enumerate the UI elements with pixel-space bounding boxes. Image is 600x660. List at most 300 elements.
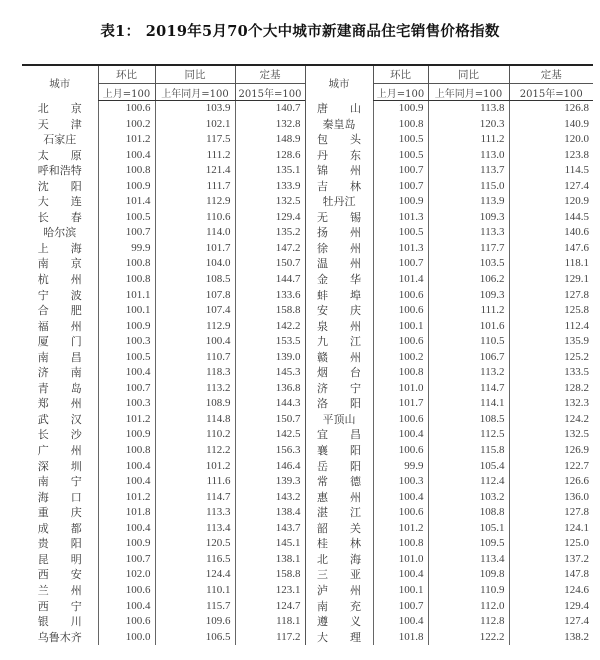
city-cell-left (22, 210, 98, 226)
yoy-cell-left: 111.2 (155, 148, 235, 164)
yoy-cell-left: 113.2 (155, 381, 235, 397)
fixed-base-cell-right: 132.3 (509, 396, 593, 412)
fixed-base-cell-right: 147.6 (509, 241, 593, 257)
city-cell-left (22, 599, 98, 615)
fixed-base-cell-right: 127.4 (509, 614, 593, 630)
yoy-cell-left: 112.9 (155, 194, 235, 210)
mom-header-left: 环比 (98, 65, 155, 84)
city-cell-left (22, 536, 98, 552)
fixed-base-cell-left: 148.9 (235, 132, 305, 148)
city-name: 合肥 (37, 304, 82, 318)
yoy-cell-left: 101.7 (155, 241, 235, 257)
mom-cell-right: 100.1 (373, 583, 428, 599)
city-cell-right (305, 474, 373, 490)
table-row (22, 536, 593, 552)
fixed-base-cell-left: 142.2 (235, 319, 305, 335)
yoy-cell-right: 101.6 (428, 319, 509, 335)
yoy-cell-left: 104.0 (155, 256, 235, 272)
fixed-base-cell-left: 133.9 (235, 179, 305, 195)
city-name: 济宁 (317, 381, 361, 395)
yoy-cell-left: 113.4 (155, 521, 235, 537)
yoy-cell-right: 108.5 (428, 412, 509, 428)
yoy-cell-right: 113.7 (428, 163, 509, 179)
city-cell-right (305, 288, 373, 304)
yoy-cell-left: 121.4 (155, 163, 235, 179)
table-row (22, 334, 593, 350)
yoy-cell-left: 124.4 (155, 567, 235, 583)
yoy-cell-left: 110.2 (155, 427, 235, 443)
fixed-base-cell-left: 117.2 (235, 630, 305, 646)
city-cell-right (305, 303, 373, 319)
city-cell-left (22, 396, 98, 412)
city-cell-left (22, 225, 98, 241)
city-name: 徐州 (317, 241, 361, 255)
city-cell-right (305, 319, 373, 335)
yoy-cell-right: 114.1 (428, 396, 509, 412)
city-cell-right (305, 350, 373, 366)
city-name: 西宁 (37, 599, 82, 613)
yoy-cell-right: 112.4 (428, 474, 509, 490)
city-name: 南昌 (37, 350, 82, 364)
mom-cell-left: 100.3 (98, 334, 155, 350)
mom-cell-left: 100.3 (98, 396, 155, 412)
mom-cell-right: 100.1 (373, 319, 428, 335)
fixed-base-cell-right: 137.2 (509, 552, 593, 568)
fixed-base-cell-left: 124.7 (235, 599, 305, 615)
fixed-base-cell-right: 124.6 (509, 583, 593, 599)
mom-cell-right: 100.6 (373, 412, 428, 428)
city-cell-right (305, 599, 373, 615)
city-cell-right (305, 583, 373, 599)
city-cell-right (305, 505, 373, 521)
mom-cell-right: 100.8 (373, 536, 428, 552)
fixed-base-cell-left: 150.7 (235, 412, 305, 428)
yoy-cell-right: 109.5 (428, 536, 509, 552)
city-name: 乌鲁木齐 (37, 630, 82, 644)
city-name: 太原 (37, 148, 82, 162)
mom-cell-left: 101.4 (98, 194, 155, 210)
yoy-cell-right: 112.0 (428, 599, 509, 615)
mom-cell-right: 100.5 (373, 225, 428, 241)
city-cell-right (305, 117, 373, 133)
fixed-base-cell-left: 145.3 (235, 365, 305, 381)
fixed-base-cell-right: 126.9 (509, 443, 593, 459)
city-cell-right (305, 163, 373, 179)
mom-cell-left: 101.2 (98, 412, 155, 428)
city-header-left: 城市 (22, 65, 98, 101)
fixed-base-cell-left: 143.7 (235, 521, 305, 537)
mom-cell-left: 100.9 (98, 536, 155, 552)
city-name: 武汉 (37, 412, 82, 426)
mom-cell-right: 100.7 (373, 599, 428, 615)
table-row (22, 412, 593, 428)
yoy-cell-right: 117.7 (428, 241, 509, 257)
yoy-cell-right: 111.2 (428, 303, 509, 319)
yoy-cell-right: 105.4 (428, 459, 509, 475)
mom-base-left: 上月=100 (98, 84, 155, 101)
mom-cell-left: 100.0 (98, 630, 155, 646)
mom-cell-left: 100.7 (98, 552, 155, 568)
city-cell-left (22, 505, 98, 521)
fixed-base-cell-left: 118.1 (235, 614, 305, 630)
city-name: 惠州 (317, 490, 361, 504)
city-name: 烟台 (317, 366, 361, 380)
yoy-cell-right: 110.9 (428, 583, 509, 599)
yoy-cell-left: 110.6 (155, 210, 235, 226)
mom-cell-left: 100.6 (98, 101, 155, 117)
city-name: 南京 (37, 257, 82, 271)
city-cell-left (22, 148, 98, 164)
city-name: 桂林 (317, 537, 361, 551)
mom-base-right: 上月=100 (373, 84, 428, 101)
table-row (22, 225, 593, 241)
yoy-cell-right: 115.0 (428, 179, 509, 195)
mom-cell-left: 100.2 (98, 117, 155, 133)
city-name: 吉林 (317, 179, 361, 193)
mom-cell-left: 100.9 (98, 427, 155, 443)
mom-cell-right: 100.6 (373, 303, 428, 319)
fixed-base-cell-right: 127.8 (509, 505, 593, 521)
fixed-base-cell-right: 112.4 (509, 319, 593, 335)
city-name: 郑州 (37, 397, 82, 411)
mom-cell-right: 100.8 (373, 117, 428, 133)
table-row (22, 210, 593, 226)
yoy-base-right: 上年同月=100 (428, 84, 509, 101)
fixed-base-cell-left: 132.5 (235, 194, 305, 210)
mom-cell-right: 101.0 (373, 381, 428, 397)
city-cell-left (22, 381, 98, 397)
city-cell-right (305, 614, 373, 630)
yoy-cell-right: 109.3 (428, 210, 509, 226)
fixed-base-cell-right: 135.9 (509, 334, 593, 350)
city-name: 广州 (37, 444, 82, 458)
city-cell-right (305, 179, 373, 195)
city-cell-left (22, 241, 98, 257)
fixed-base-cell-right: 123.8 (509, 148, 593, 164)
city-name: 扬州 (317, 226, 361, 240)
mom-cell-right: 101.3 (373, 210, 428, 226)
table-row (22, 474, 593, 490)
fixed-base-cell-left: 145.1 (235, 536, 305, 552)
city-name: 青岛 (37, 381, 82, 395)
city-cell-left (22, 272, 98, 288)
city-cell-right (305, 443, 373, 459)
table-row (22, 303, 593, 319)
mom-cell-left: 100.5 (98, 210, 155, 226)
fixed-base-cell-right: 118.1 (509, 256, 593, 272)
mom-cell-left: 100.8 (98, 163, 155, 179)
fixed-base-cell-left: 139.3 (235, 474, 305, 490)
yoy-cell-left: 112.2 (155, 443, 235, 459)
fixed-base-header-left: 定基 (235, 65, 305, 84)
city-name: 海口 (37, 490, 82, 504)
yoy-cell-left: 112.9 (155, 319, 235, 335)
yoy-cell-right: 109.3 (428, 288, 509, 304)
table-row (22, 256, 593, 272)
yoy-cell-right: 106.7 (428, 350, 509, 366)
city-cell-right (305, 630, 373, 646)
fixed-base-cell-right: 124.2 (509, 412, 593, 428)
table-row (22, 459, 593, 475)
city-name: 福州 (37, 319, 82, 333)
city-name: 韶关 (317, 521, 361, 535)
fixed-base-cell-left: 146.4 (235, 459, 305, 475)
city-cell-right (305, 225, 373, 241)
city-name: 秦皇岛 (322, 117, 356, 131)
fixed-base-cell-right: 129.1 (509, 272, 593, 288)
city-cell-right (305, 241, 373, 257)
mom-cell-left: 100.1 (98, 303, 155, 319)
yoy-cell-left: 101.2 (155, 459, 235, 475)
fixed-base-cell-left: 129.4 (235, 210, 305, 226)
table-row (22, 132, 593, 148)
city-cell-right (305, 412, 373, 428)
mom-cell-right: 101.7 (373, 396, 428, 412)
fixed-base-left: 2015年=100 (235, 84, 305, 101)
table-row (22, 148, 593, 164)
city-cell-left (22, 630, 98, 646)
fixed-base-cell-left: 135.1 (235, 163, 305, 179)
mom-cell-right: 100.6 (373, 505, 428, 521)
city-name: 包头 (317, 133, 361, 147)
city-name: 宜昌 (317, 428, 361, 442)
mom-header-right: 环比 (373, 65, 428, 84)
yoy-cell-left: 115.7 (155, 599, 235, 615)
mom-cell-right: 100.8 (373, 365, 428, 381)
mom-cell-left: 100.6 (98, 614, 155, 630)
fixed-base-cell-right: 140.6 (509, 225, 593, 241)
fixed-base-right: 2015年=100 (509, 84, 593, 101)
table-row (22, 567, 593, 583)
table-row (22, 288, 593, 304)
city-cell-left (22, 427, 98, 443)
yoy-cell-right: 113.0 (428, 148, 509, 164)
city-cell-left (22, 474, 98, 490)
yoy-cell-right: 114.7 (428, 381, 509, 397)
city-name: 成都 (37, 521, 82, 535)
city-name: 洛阳 (317, 397, 361, 411)
city-name: 赣州 (317, 350, 361, 364)
mom-cell-left: 100.9 (98, 319, 155, 335)
mom-cell-right: 100.6 (373, 443, 428, 459)
city-name: 杭州 (37, 273, 82, 287)
yoy-cell-right: 122.2 (428, 630, 509, 646)
fixed-base-cell-right: 147.8 (509, 567, 593, 583)
yoy-cell-left: 120.5 (155, 536, 235, 552)
mom-cell-left: 101.1 (98, 288, 155, 304)
table-row (22, 443, 593, 459)
table-row (22, 614, 593, 630)
city-cell-right (305, 210, 373, 226)
table-row (22, 350, 593, 366)
mom-cell-left: 101.2 (98, 490, 155, 506)
city-cell-right (305, 427, 373, 443)
city-name: 深圳 (37, 459, 82, 473)
mom-cell-right: 101.8 (373, 630, 428, 646)
yoy-cell-left: 116.5 (155, 552, 235, 568)
table-row (22, 521, 593, 537)
yoy-cell-left: 117.5 (155, 132, 235, 148)
city-name: 石家庄 (43, 133, 77, 147)
mom-cell-right: 101.4 (373, 272, 428, 288)
fixed-base-cell-right: 133.5 (509, 365, 593, 381)
table-row (22, 396, 593, 412)
mom-cell-right: 101.3 (373, 241, 428, 257)
price-index-table (22, 64, 593, 645)
yoy-cell-left: 110.1 (155, 583, 235, 599)
city-cell-right (305, 521, 373, 537)
city-cell-right (305, 381, 373, 397)
city-cell-left (22, 132, 98, 148)
table-row (22, 117, 593, 133)
city-cell-right (305, 256, 373, 272)
yoy-cell-right: 103.5 (428, 256, 509, 272)
mom-cell-right: 100.5 (373, 132, 428, 148)
city-cell-right (305, 365, 373, 381)
city-cell-left (22, 365, 98, 381)
table-row (22, 505, 593, 521)
mom-cell-left: 100.4 (98, 365, 155, 381)
mom-cell-left: 100.4 (98, 521, 155, 537)
table-row (22, 272, 593, 288)
mom-cell-left: 101.8 (98, 505, 155, 521)
city-cell-right (305, 272, 373, 288)
fixed-base-cell-left: 142.5 (235, 427, 305, 443)
mom-cell-left: 100.7 (98, 225, 155, 241)
fixed-base-cell-left: 136.8 (235, 381, 305, 397)
fixed-base-cell-left: 153.5 (235, 334, 305, 350)
city-cell-left (22, 117, 98, 133)
yoy-cell-left: 108.9 (155, 396, 235, 412)
city-cell-left (22, 256, 98, 272)
city-cell-right (305, 552, 373, 568)
mom-cell-left: 100.9 (98, 179, 155, 195)
table-row (22, 179, 593, 195)
table-title: 表1： 2019年5月70个大中城市新建商品住宅销售价格指数 (100, 23, 500, 40)
yoy-cell-left: 114.8 (155, 412, 235, 428)
mom-cell-right: 100.3 (373, 474, 428, 490)
fixed-base-cell-right: 120.9 (509, 194, 593, 210)
mom-cell-left: 100.8 (98, 272, 155, 288)
yoy-cell-right: 113.8 (428, 101, 509, 117)
city-cell-left (22, 412, 98, 428)
fixed-base-cell-right: 126.8 (509, 101, 593, 117)
mom-cell-right: 100.7 (373, 179, 428, 195)
table-row (22, 194, 593, 210)
city-name: 昆明 (37, 552, 82, 566)
mom-cell-left: 100.6 (98, 583, 155, 599)
fixed-base-cell-left: 135.2 (235, 225, 305, 241)
header-row-groups (22, 65, 593, 84)
yoy-cell-right: 113.9 (428, 194, 509, 210)
city-name: 锦州 (317, 164, 361, 178)
city-name: 哈尔滨 (43, 226, 77, 240)
fixed-base-header-right: 定基 (509, 65, 593, 84)
fixed-base-cell-left: 128.6 (235, 148, 305, 164)
fixed-base-cell-right: 138.2 (509, 630, 593, 646)
fixed-base-cell-left: 144.3 (235, 396, 305, 412)
mom-cell-left: 99.9 (98, 241, 155, 257)
city-name: 九江 (317, 335, 361, 349)
fixed-base-cell-left: 139.0 (235, 350, 305, 366)
yoy-cell-right: 112.5 (428, 427, 509, 443)
table-row (22, 583, 593, 599)
mom-cell-left: 100.5 (98, 350, 155, 366)
fixed-base-cell-left: 156.3 (235, 443, 305, 459)
yoy-cell-left: 118.3 (155, 365, 235, 381)
yoy-cell-left: 113.3 (155, 505, 235, 521)
mom-cell-left: 100.4 (98, 459, 155, 475)
fixed-base-cell-left: 144.7 (235, 272, 305, 288)
city-name: 无锡 (317, 210, 361, 224)
city-name: 沈阳 (37, 179, 82, 193)
city-name: 泸州 (317, 583, 361, 597)
yoy-cell-left: 111.7 (155, 179, 235, 195)
yoy-cell-right: 109.8 (428, 567, 509, 583)
city-cell-right (305, 490, 373, 506)
city-cell-left (22, 490, 98, 506)
yoy-header-left: 同比 (155, 65, 235, 84)
fixed-base-cell-right: 125.8 (509, 303, 593, 319)
yoy-cell-left: 100.4 (155, 334, 235, 350)
mom-cell-left: 100.8 (98, 443, 155, 459)
city-name: 平顶山 (322, 412, 356, 426)
fixed-base-cell-right: 114.5 (509, 163, 593, 179)
fixed-base-cell-left: 158.8 (235, 567, 305, 583)
yoy-cell-left: 102.1 (155, 117, 235, 133)
mom-cell-right: 100.5 (373, 148, 428, 164)
fixed-base-cell-left: 138.4 (235, 505, 305, 521)
city-name: 重庆 (37, 506, 82, 520)
yoy-cell-right: 108.8 (428, 505, 509, 521)
city-cell-left (22, 194, 98, 210)
yoy-cell-right: 112.8 (428, 614, 509, 630)
city-cell-right (305, 148, 373, 164)
yoy-cell-left: 114.0 (155, 225, 235, 241)
yoy-cell-left: 107.8 (155, 288, 235, 304)
table-row (22, 381, 593, 397)
mom-cell-left: 100.4 (98, 148, 155, 164)
city-name: 丹东 (317, 148, 361, 162)
city-name: 南充 (317, 599, 361, 613)
city-name: 大理 (317, 630, 361, 644)
mom-cell-right: 100.4 (373, 614, 428, 630)
city-cell-left (22, 350, 98, 366)
mom-cell-right: 100.7 (373, 256, 428, 272)
table-row (22, 101, 593, 117)
city-cell-left (22, 163, 98, 179)
mom-cell-right: 100.4 (373, 427, 428, 443)
fixed-base-cell-right: 125.0 (509, 536, 593, 552)
yoy-cell-right: 103.2 (428, 490, 509, 506)
yoy-base-left: 上年同月=100 (155, 84, 235, 101)
city-cell-right (305, 334, 373, 350)
city-cell-left (22, 521, 98, 537)
yoy-cell-right: 115.8 (428, 443, 509, 459)
fixed-base-cell-right: 132.5 (509, 427, 593, 443)
fixed-base-cell-right: 129.4 (509, 599, 593, 615)
city-name: 金华 (317, 273, 361, 287)
fixed-base-cell-right: 127.4 (509, 179, 593, 195)
fixed-base-cell-right: 124.1 (509, 521, 593, 537)
fixed-base-cell-right: 136.0 (509, 490, 593, 506)
city-name: 上海 (37, 241, 82, 255)
mom-cell-right: 101.0 (373, 552, 428, 568)
mom-cell-right: 100.2 (373, 350, 428, 366)
city-cell-left (22, 179, 98, 195)
mom-cell-right: 100.6 (373, 334, 428, 350)
mom-cell-right: 100.9 (373, 194, 428, 210)
